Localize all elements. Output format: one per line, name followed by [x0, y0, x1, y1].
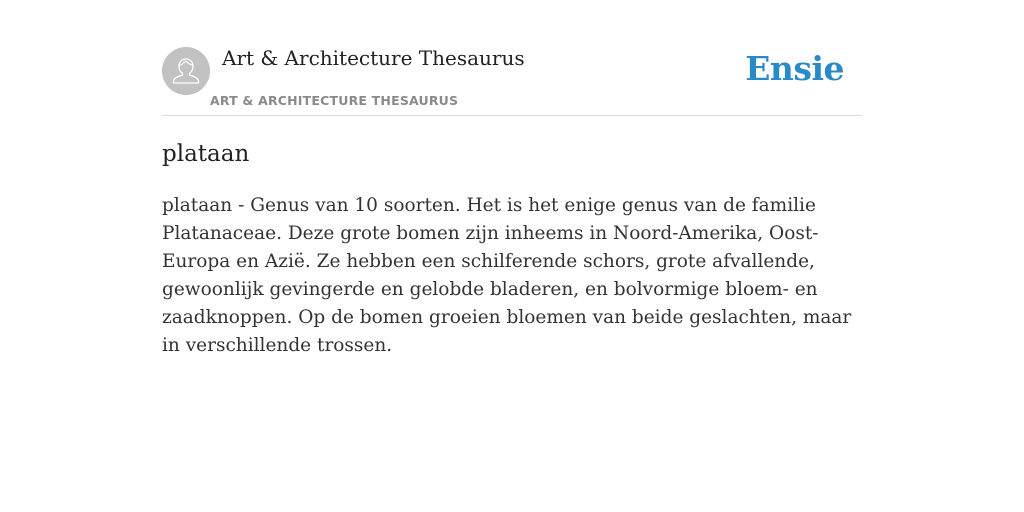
author-name[interactable]: Art & Architecture Thesaurus	[222, 46, 525, 70]
entry-header	[162, 0, 862, 116]
definition-text: plataan - Genus van 10 soorten. Het is het enige genus van de familie Platanaceae. Deze grote bomen zijn inheems in Noord-Amerika, Oost-Europa en Azië. Ze hebben een schilferende schors, grote afvallende, gewoonlijk gevingerde en gelobde bladeren, en bolvormige bloem- en zaadknoppen. Op de bomen groeien bloemen van beide geslachten, maar in verschillende trossen.	[162, 195, 852, 356]
page-container	[162, 0, 862, 356]
source-label[interactable]: ART & ARCHITECTURE THESAURUS	[210, 93, 459, 108]
avatar[interactable]	[162, 47, 210, 95]
brand-logo[interactable]: Ensie	[745, 49, 844, 88]
user-icon	[162, 47, 210, 95]
page-title: plataan	[162, 141, 250, 167]
